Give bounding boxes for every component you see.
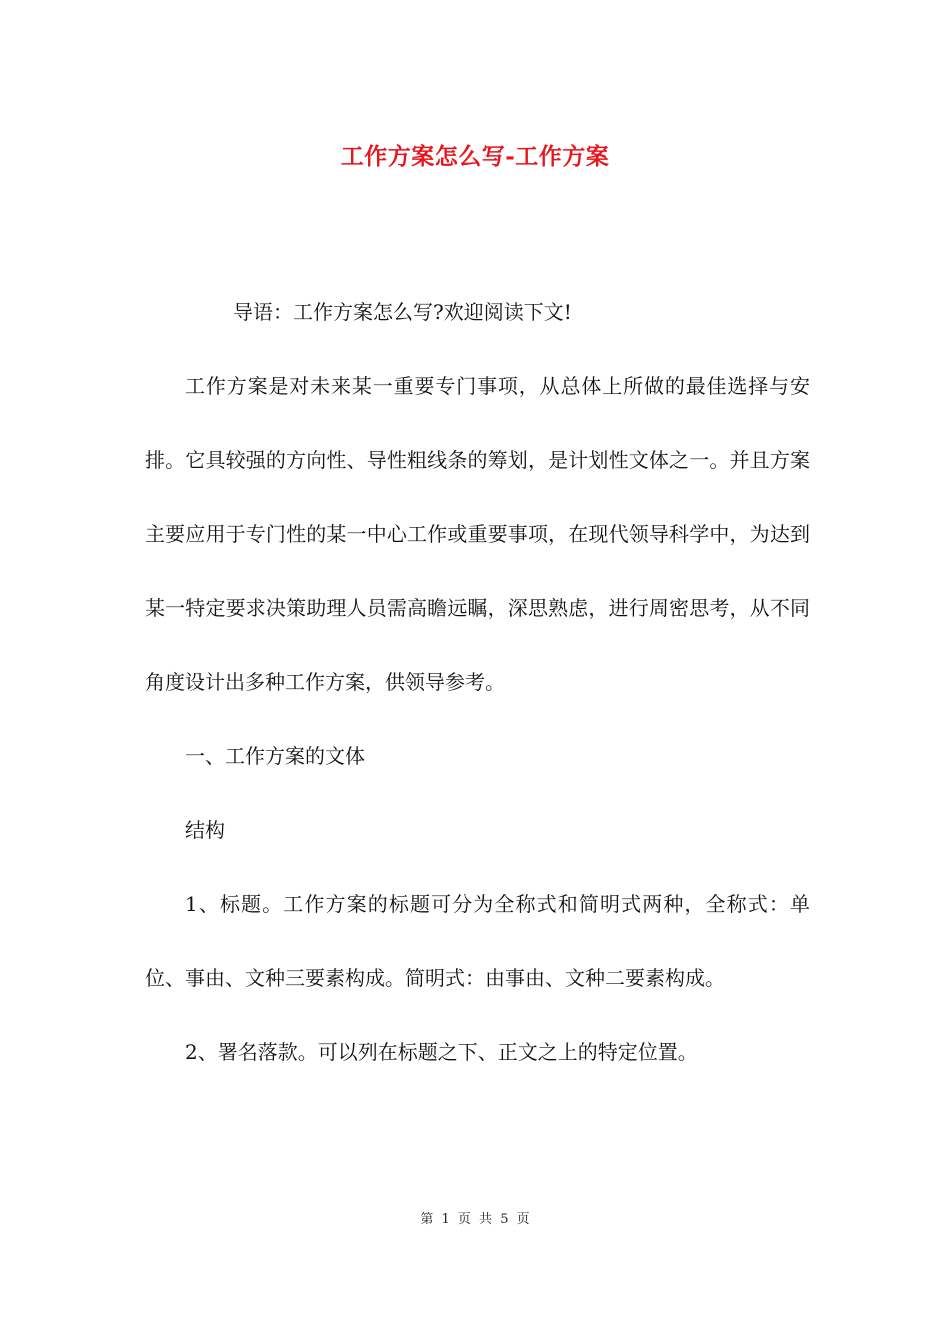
- section-heading: 一、工作方案的文体: [185, 744, 365, 768]
- page-number-footer: 第 1 页 共 5 页: [420, 1212, 530, 1227]
- document-body: [145, 275, 810, 1089]
- definition-paragraph: 工作方案是对未来某一重要专门事项，从总体上所做的最佳选择与安排。它具较强的方向性、导性粗线条的筹划，是计划性文体之一。并且方案主要应用于专门性的某一中心工作或重要事项，在现代领导科学中，为达到某一特定要求决策助理人员需高瞻远瞩，深思熟虑，进行周密思考，从不同角度设计出多种工作方案，供领导参考。: [145, 374, 810, 694]
- signature-item-paragraph: 2、署名落款。可以列在标题之下、正文之上的特定位置。: [185, 1040, 698, 1064]
- page-title: 工作方案怎么写-工作方案: [340, 143, 610, 170]
- title-item-paragraph: 1、标题。工作方案的标题可分为全称式和简明式两种，全称式：单位、事由、文种三要素构成。简明式：由事由、文种二要素构成。: [145, 892, 810, 990]
- intro-paragraph: 导语：工作方案怎么写?欢迎阅读下文!: [233, 300, 572, 324]
- subsection-heading: 结构: [185, 818, 225, 842]
